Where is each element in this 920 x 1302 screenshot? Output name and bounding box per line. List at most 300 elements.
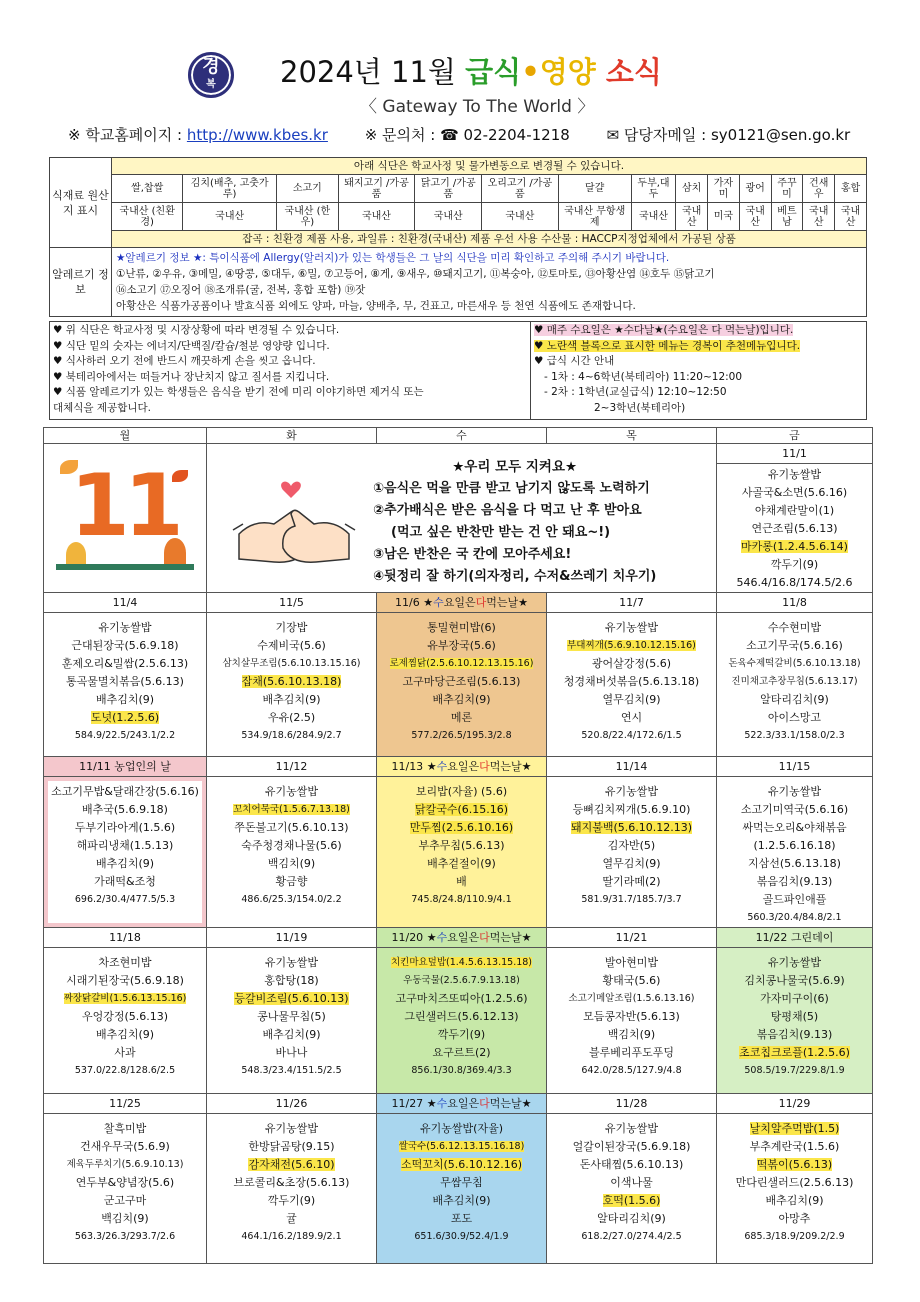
menu-item	[44, 673, 206, 691]
menu-item-text: 기장밥	[275, 621, 308, 634]
menu-item-text: 연근조림(5.6.13)	[751, 522, 838, 535]
menu-item	[717, 466, 872, 484]
menu-item	[207, 1026, 376, 1044]
menu-item-text: 소고기무밥&달래간장(5.6.16)	[51, 785, 199, 798]
menu-item-text: 열무김치(9)	[602, 693, 661, 706]
date-cell: 11/8	[717, 593, 873, 613]
meal-menu-cell	[207, 777, 377, 928]
menu-item	[377, 855, 546, 873]
menu-item	[717, 673, 872, 691]
menu-item-text: 감자채전(5.6.10)	[248, 1158, 335, 1171]
menu-item	[377, 972, 546, 990]
date-cell: 11/21	[547, 928, 717, 948]
date-cell	[377, 928, 547, 948]
menu-item-text: 유기농쌀밥	[264, 956, 319, 969]
menu-item-text: 배	[456, 875, 467, 888]
date-cell: 11/11 농업인의 날	[44, 757, 207, 777]
menu-item-text: 부추무침(5.6.13)	[418, 839, 505, 852]
menu-item	[717, 691, 872, 709]
menu-item	[717, 1044, 872, 1062]
menu-item-text: 696.2/30.4/477.5/5.3	[74, 894, 176, 905]
menu-item-text: 배추김치(9)	[765, 1194, 824, 1207]
menu-item-text: 알타리김치(9)	[760, 693, 829, 706]
origin-value: 국내산	[338, 203, 414, 231]
menu-item	[377, 1026, 546, 1044]
menu-item-text: 그린샐러드(5.6.12.13)	[404, 1010, 519, 1023]
menu-item	[717, 619, 872, 637]
menu-item	[377, 709, 546, 727]
menu-item-text: 볶음김치(9.13)	[756, 875, 833, 888]
menu-item	[717, 709, 872, 727]
menu-item	[717, 484, 872, 502]
menu-item-text: 651.6/30.9/52.4/1.9	[414, 1231, 509, 1242]
pinky-promise-icon	[229, 464, 359, 574]
note-recommended: ♥ 노란색 블록으로 표시한 메뉴는 경복이 추천메뉴입니다.	[534, 339, 801, 352]
date-cell: 11/25	[44, 1094, 207, 1114]
note-line: 대체식을 제공합니다.	[53, 401, 151, 414]
menu-item-text: 유기농쌀밥	[264, 1122, 319, 1135]
menu-item	[377, 891, 546, 909]
menu-item	[377, 1174, 546, 1192]
menu-item-text: 열무김치(9)	[602, 857, 661, 870]
menu-item-text: 유기농쌀밥	[604, 785, 659, 798]
menu-item	[207, 1062, 376, 1080]
date-cell: 11/26	[207, 1094, 377, 1114]
origin-item: 삼치	[676, 175, 708, 203]
menu-item	[44, 783, 206, 801]
menu-item-text: 연시	[620, 711, 643, 724]
meal-rules	[373, 456, 656, 588]
origin-item: 가자미	[708, 175, 740, 203]
menu-item	[44, 1192, 206, 1210]
date-text: 11/20	[391, 931, 424, 944]
rule-2: ②추가배식은 받은 음식을 다 먹고 난 후 받아요	[373, 503, 642, 518]
meal-menu-cell	[717, 1114, 873, 1264]
menu-item	[547, 783, 716, 801]
rule-2-note: (먹고 싶은 반찬만 받는 건 안 돼요~!)	[391, 525, 611, 540]
date-cell: 11/22 그린데이	[717, 928, 873, 948]
meal-menu-cell	[547, 777, 717, 928]
menu-item	[44, 655, 206, 673]
menu-item	[547, 1192, 716, 1210]
menu-item-text: 546.4/16.8/174.5/2.6	[736, 576, 853, 589]
origin-item: 오리고기 /가공품	[482, 175, 558, 203]
meal-menu-cell	[547, 613, 717, 757]
meal-menu-cell	[44, 1114, 207, 1264]
menu-item-text: 우엉강정(5.6.13)	[81, 1010, 169, 1023]
menu-item-text: 지삼선(5.6.13.18)	[748, 857, 841, 870]
menu-item-text: 연두부&양념장(5.6)	[75, 1176, 175, 1189]
meal-menu-cell	[547, 1114, 717, 1264]
date-text: 11/27	[391, 1097, 424, 1110]
menu-item	[717, 1210, 872, 1228]
menu-item	[44, 1174, 206, 1192]
november-illustration	[44, 444, 207, 593]
menu-item-text: 배추김치(9)	[432, 1194, 491, 1207]
school-logo: 경 복	[188, 52, 234, 98]
allergy-line-3: ⑯소고기 ⑰오징어 ⑱조개류(굴, 전복, 홍합 포함) ⑲잣	[116, 284, 366, 296]
menu-item-text: 황금향	[275, 875, 308, 888]
meal-menu-cell	[377, 1114, 547, 1264]
menu-item	[717, 1138, 872, 1156]
menu-item-text: 유부장국(5.6)	[427, 639, 496, 652]
menu-item	[207, 1008, 376, 1026]
menu-item	[547, 673, 716, 691]
menu-item-text: 돈육수제떡갈비(5.6.10.13.18)	[728, 658, 861, 669]
date-cell: 11/4	[44, 593, 207, 613]
origin-value: 국내산	[631, 203, 676, 231]
menu-item-text: 548.3/23.4/151.5/2.5	[241, 1065, 342, 1076]
menu-item	[547, 819, 716, 837]
menu-item	[207, 1192, 376, 1210]
menu-item	[547, 1138, 716, 1156]
origin-item: 건새우	[803, 175, 835, 203]
menu-item-text: 소고기메알조림(1.5.6.13.16)	[568, 993, 695, 1004]
november-11-image	[56, 452, 194, 570]
menu-item	[44, 801, 206, 819]
menu-item	[547, 1062, 716, 1080]
origin-item: 두부,대두	[631, 175, 676, 203]
menu-item-text: 563.3/26.3/293.7/2.6	[74, 1231, 176, 1242]
menu-item-text: 등뼈김치찌개(5.6.9.10)	[572, 803, 691, 816]
menu-item-text: 탕평채(5)	[770, 1010, 819, 1023]
menu-item-text: 백김치(9)	[607, 1028, 656, 1041]
menu-item-text: 소떡꼬치(5.6.10.12.16)	[400, 1158, 523, 1171]
meal-menu-cell	[377, 948, 547, 1094]
origin-value: 국내산	[803, 203, 835, 231]
menu-item	[547, 1026, 716, 1044]
menu-item	[44, 1210, 206, 1228]
origin-value: 국내산 (친환경)	[112, 203, 183, 231]
menu-item	[717, 855, 872, 873]
menu-item	[44, 1138, 206, 1156]
menu-item	[377, 1156, 546, 1174]
meal-menu-cell	[44, 613, 207, 757]
menu-item-text: 만다린샐러드(2.5.6.13)	[735, 1176, 854, 1189]
menu-item-text: 642.0/28.5/127.9/4.8	[581, 1065, 682, 1076]
date-cell: 11/7	[547, 593, 717, 613]
origin-item: 홍합	[835, 175, 867, 203]
origin-value: 국내산	[739, 203, 771, 231]
menu-item-text: 야채계란말이(1)	[754, 504, 835, 517]
meal-menu-cell	[717, 777, 873, 928]
meal-menu-cell	[377, 613, 547, 757]
menu-item-text: 배추김치(9)	[95, 693, 155, 706]
wednesday-tag: ★수요일은다먹는날★	[426, 931, 532, 944]
allergy-line-4: 아황산은 식품가공품이나 발효식품 외에도 양파, 마늘, 양배추, 무, 건표고, 마른새우 등 천연 식품에도 존재합니다.	[116, 300, 636, 312]
menu-item	[377, 1192, 546, 1210]
menu-item	[207, 637, 376, 655]
menu-item	[717, 837, 872, 855]
menu-item-text: 꼬치어묵국(1.5.6.7.13.18)	[233, 804, 350, 815]
menu-item	[207, 1044, 376, 1062]
menu-item	[547, 1044, 716, 1062]
menu-item-text: 골드파인애플	[762, 893, 827, 906]
menu-item	[717, 538, 872, 556]
meal-menu-cell	[207, 948, 377, 1094]
meal-calendar	[43, 427, 873, 1264]
contact-line	[68, 124, 868, 145]
menu-item-text: 볶음김치(9.13)	[756, 1028, 833, 1041]
menu-item	[207, 619, 376, 637]
menu-item	[377, 619, 546, 637]
menu-item-text: 근대된장국(5.6.9.18)	[71, 639, 179, 652]
menu-item-text: 도넛(1.2.5.6)	[90, 711, 160, 724]
menu-item-text: 고구마당근조림(5.6.13)	[402, 675, 521, 688]
menu-item-text: 685.3/18.9/209.2/2.9	[744, 1231, 845, 1242]
menu-item	[717, 909, 872, 927]
menu-item	[207, 990, 376, 1008]
menu-item	[377, 873, 546, 891]
menu-item-text: 유기농쌀밥	[604, 1122, 659, 1135]
menu-item-text: 찰흑미밥	[103, 1122, 147, 1135]
menu-item	[717, 520, 872, 538]
origin-value: 국내산	[835, 203, 867, 231]
note-line: ♥ 식품 알레르기가 있는 학생들은 음식을 받기 전에 미리 이야기하면 제거식 또는	[53, 386, 424, 398]
date-cell: 11/15	[717, 757, 873, 777]
menu-item	[44, 819, 206, 837]
menu-item	[377, 1044, 546, 1062]
menu-item	[44, 1062, 206, 1080]
rule-1: ①음식은 먹을 만큼 받고 남기지 않도록 노력하기	[373, 481, 650, 496]
menu-item-text: 두부기라아게(1.5.6)	[74, 821, 176, 834]
menu-item-text: 싸먹는오리&야채볶음	[742, 821, 847, 834]
menu-item-text: 534.9/18.6/284.9/2.7	[241, 730, 342, 741]
menu-item	[207, 1174, 376, 1192]
menu-item-text: 모듬콩자반(5.6.13)	[583, 1010, 680, 1023]
menu-item-text: 닭칼국수(6.15.16)	[414, 803, 509, 816]
menu-item-text: 로제찜닭(2.5.6.10.12.13.15.16)	[389, 658, 534, 669]
menu-item	[44, 972, 206, 990]
origin-value: 국내산 (한우)	[276, 203, 338, 231]
origin-value: 미국	[708, 203, 740, 231]
note-second-shift: - 2차 : 1학년(교실급식) 12:10~12:50	[544, 386, 727, 398]
notes-box	[49, 321, 867, 420]
menu-item	[207, 1210, 376, 1228]
allergy-info	[112, 248, 867, 317]
origin-item: 소고기	[276, 175, 338, 203]
menu-item-text: 청경채버섯볶음(5.6.13.18)	[563, 675, 700, 688]
date-cell	[377, 1094, 547, 1114]
menu-item-text: 520.8/22.4/172.6/1.5	[581, 730, 682, 741]
rule-4: ④뒷정리 잘 하기(의자정리, 수저&쓰레기 치우기)	[373, 569, 657, 584]
menu-item	[44, 837, 206, 855]
menu-item-text: 콩나물무침(5)	[257, 1010, 326, 1023]
homepage-link[interactable]: http://www.kbes.kr	[186, 126, 328, 144]
menu-item	[207, 837, 376, 855]
note-line: ♥ 북테리아에서는 떠들거나 장난치지 않고 질서를 지킵니다.	[53, 370, 330, 383]
menu-item-text: 유기농쌀밥(자율)	[420, 1122, 503, 1135]
menu-item	[547, 873, 716, 891]
menu-item-text: 486.6/25.3/154.0/2.2	[241, 894, 342, 905]
menu-item-text: 이색나물	[610, 1176, 653, 1189]
menu-item-text: 고구마치즈또띠아(1.2.5.6)	[395, 992, 528, 1005]
menu-item	[547, 727, 716, 745]
menu-item	[547, 1120, 716, 1138]
menu-item-text: 귤	[286, 1212, 297, 1225]
allergy-line-2: ①난류, ②우유, ③메밀, ④땅콩, ⑤대두, ⑥밀, ⑦고등어, ⑧게, ⑨새우, ⑩돼지고기, ⑪복숭아, ⑫토마토, ⑬아황산염 ⑭호두 ⑮닭고기	[116, 268, 715, 280]
menu-item-text: 군고구마	[103, 1194, 147, 1207]
note-line: ♥ 식사하러 오기 전에 반드시 깨끗하게 손을 씻고 옵니다.	[53, 355, 316, 367]
date-cell: 11/18	[44, 928, 207, 948]
origin-label: 식재료 원산지 표시	[50, 158, 112, 248]
weekday-header: 목	[547, 428, 717, 444]
menu-item-text: 황태국(5.6)	[602, 974, 661, 987]
menu-item	[547, 655, 716, 673]
wednesday-tag: ★수요일은다먹는날★	[423, 596, 528, 609]
origin-allergy-table	[49, 157, 867, 317]
menu-item-text: 유기농쌀밥	[264, 785, 319, 798]
menu-item-text: 깍두기(9)	[437, 1028, 486, 1041]
origin-value: 국내산	[183, 203, 277, 231]
menu-item	[207, 1228, 376, 1246]
menu-item-text: 가래떡&조청	[94, 875, 156, 888]
menu-item-text: 537.0/22.8/128.6/2.5	[74, 1065, 176, 1076]
menu-item	[207, 673, 376, 691]
menu-item-text: 배추김치(9)	[95, 857, 155, 870]
menu-item	[717, 783, 872, 801]
menu-item	[717, 801, 872, 819]
date-cell: 11/28	[547, 1094, 717, 1114]
menu-item	[207, 709, 376, 727]
menu-item	[717, 1026, 872, 1044]
menu-item	[717, 1156, 872, 1174]
menu-item-text: 떡볶이(5.6.13)	[756, 1158, 833, 1171]
menu-item-text: 호떡(1.5.6)	[602, 1194, 661, 1207]
note-meal-time: ♥ 급식 시간 안내	[534, 355, 615, 367]
menu-item	[547, 891, 716, 909]
subtitle: 〈 Gateway To The World 〉	[360, 97, 595, 117]
menu-item	[44, 873, 206, 891]
menu-item	[717, 1008, 872, 1026]
menu-item	[717, 990, 872, 1008]
menu-item-text: 요구르트(2)	[432, 1046, 491, 1059]
note-line: ♥ 위 식단은 학교사정 및 시장상황에 따라 변경될 수 있습니다.	[53, 324, 340, 336]
menu-item	[717, 819, 872, 837]
menu-item	[377, 1062, 546, 1080]
origin-item: 쌀,찹쌀	[112, 175, 183, 203]
menu-item-text: 소고기미역국(5.6.16)	[740, 803, 849, 816]
menu-item-text: 배추김치(9)	[262, 693, 321, 706]
homepage-label: ※ 학교홈페이지 :	[68, 126, 183, 144]
menu-item	[44, 1008, 206, 1026]
meal-menu-cell	[44, 948, 207, 1094]
menu-item	[44, 855, 206, 873]
menu-item-text: 우동국물(2.5.6.7.9.13.18)	[403, 975, 520, 986]
menu-item-text: 훈제오리&밀쌈(2.5.6.13)	[61, 657, 189, 670]
menu-item-text: 배추겉절이(9)	[427, 857, 496, 870]
weekday-header: 금	[717, 428, 873, 444]
menu-item-text: 508.5/19.7/229.8/1.9	[744, 1065, 845, 1076]
page-title	[280, 54, 662, 90]
menu-item	[44, 1228, 206, 1246]
menu-item	[207, 727, 376, 745]
menu-item	[207, 855, 376, 873]
menu-item	[377, 990, 546, 1008]
menu-item-text: 얼갈이된장국(5.6.9.18)	[572, 1140, 691, 1153]
menu-item-text: 무쌈무침	[440, 1176, 483, 1189]
menu-item	[547, 1156, 716, 1174]
rules-title: ★우리 모두 지켜요★	[452, 459, 578, 475]
menu-item-text: 통곡물멸치볶음(5.6.13)	[66, 675, 184, 688]
menu-item-text: 초코칩크로플(1.2.5.6)	[739, 1046, 850, 1059]
menu-item-text: 쭈돈불고기(5.6.10.13)	[234, 821, 349, 834]
menu-item-text: 백김치(9)	[101, 1212, 149, 1225]
menu-item	[377, 954, 546, 972]
menu-item	[207, 1120, 376, 1138]
menu-item-text: 등갈비조림(5.6.10.13)	[234, 992, 349, 1005]
menu-item-text: 배추김치(9)	[95, 1028, 155, 1041]
menu-item	[547, 990, 716, 1008]
weekday-header: 화	[207, 428, 377, 444]
menu-item-text: 딸기라떼(2)	[602, 875, 661, 888]
meal-menu-cell	[717, 948, 873, 1094]
menu-item	[207, 655, 376, 673]
meal-menu-cell	[44, 777, 207, 928]
menu-item	[44, 990, 206, 1008]
menu-item-text: 유기농쌀밥	[604, 621, 659, 634]
date-text: 11/6	[394, 596, 420, 609]
menu-item	[717, 891, 872, 909]
menu-item	[717, 1228, 872, 1246]
menu-item-text: 바나나	[275, 1046, 308, 1059]
menu-item-text: 사골국&소면(5.6.16)	[741, 486, 848, 499]
wednesday-tag: ★수요일은다먹는날★	[426, 760, 532, 773]
menu-item	[717, 1174, 872, 1192]
menu-item	[207, 1156, 376, 1174]
menu-item	[717, 637, 872, 655]
menu-item-text: 유기농쌀밥	[98, 621, 152, 634]
menu-item	[377, 1008, 546, 1026]
menu-item	[717, 954, 872, 972]
origin-item: 달걀	[558, 175, 631, 203]
menu-item-text: 깍두기(9)	[267, 1194, 316, 1207]
origin-footer: 잡곡 : 친환경 제품 사용, 과일류 : 친환경(국내산) 제품 우선 사용 수산물 : HACCP지정업체에서 가공된 상품	[112, 231, 867, 248]
meal-menu-cell	[717, 613, 873, 757]
menu-item-text: 알타리김치(9)	[597, 1212, 666, 1225]
menu-item-text: (1.2.5.6.16.18)	[753, 839, 836, 852]
menu-item-text: 진미채고추장무침(5.6.13.17)	[731, 676, 858, 687]
note-line: ♥ 식단 밑의 숫자는 에너지/단백질/칼슘/철분 영양량 입니다.	[53, 339, 330, 352]
menu-item-text: 해파리냉채(1.5.13)	[76, 839, 174, 852]
menu-item	[44, 1044, 206, 1062]
menu-item-text: 464.1/16.2/189.9/2.1	[241, 1231, 342, 1242]
meal-menu-cell	[717, 464, 873, 593]
title-word-news: 소식	[595, 55, 662, 89]
menu-item	[717, 727, 872, 745]
menu-item	[377, 837, 546, 855]
menu-item	[377, 691, 546, 709]
menu-item	[44, 954, 206, 972]
menu-item-text: 건새우무국(5.6.9)	[80, 1140, 170, 1153]
menu-item	[207, 783, 376, 801]
menu-item	[377, 1120, 546, 1138]
date-cell	[377, 593, 547, 613]
weekday-header: 수	[377, 428, 547, 444]
menu-item-text: 사과	[114, 1046, 136, 1059]
menu-item	[377, 1138, 546, 1156]
wednesday-tag: ★수요일은다먹는날★	[426, 1097, 532, 1110]
date-cell: 11/19	[207, 928, 377, 948]
menu-item-text: 시래기된장국(5.6.9.18)	[66, 974, 184, 987]
menu-item-text: 아망추	[778, 1212, 811, 1225]
menu-item-text: 보리밥(자율) (5.6)	[415, 785, 508, 798]
menu-item-text: 메론	[450, 711, 473, 724]
menu-item	[44, 691, 206, 709]
menu-item	[717, 556, 872, 574]
date-cell: 11/5	[207, 593, 377, 613]
menu-item	[717, 574, 872, 592]
